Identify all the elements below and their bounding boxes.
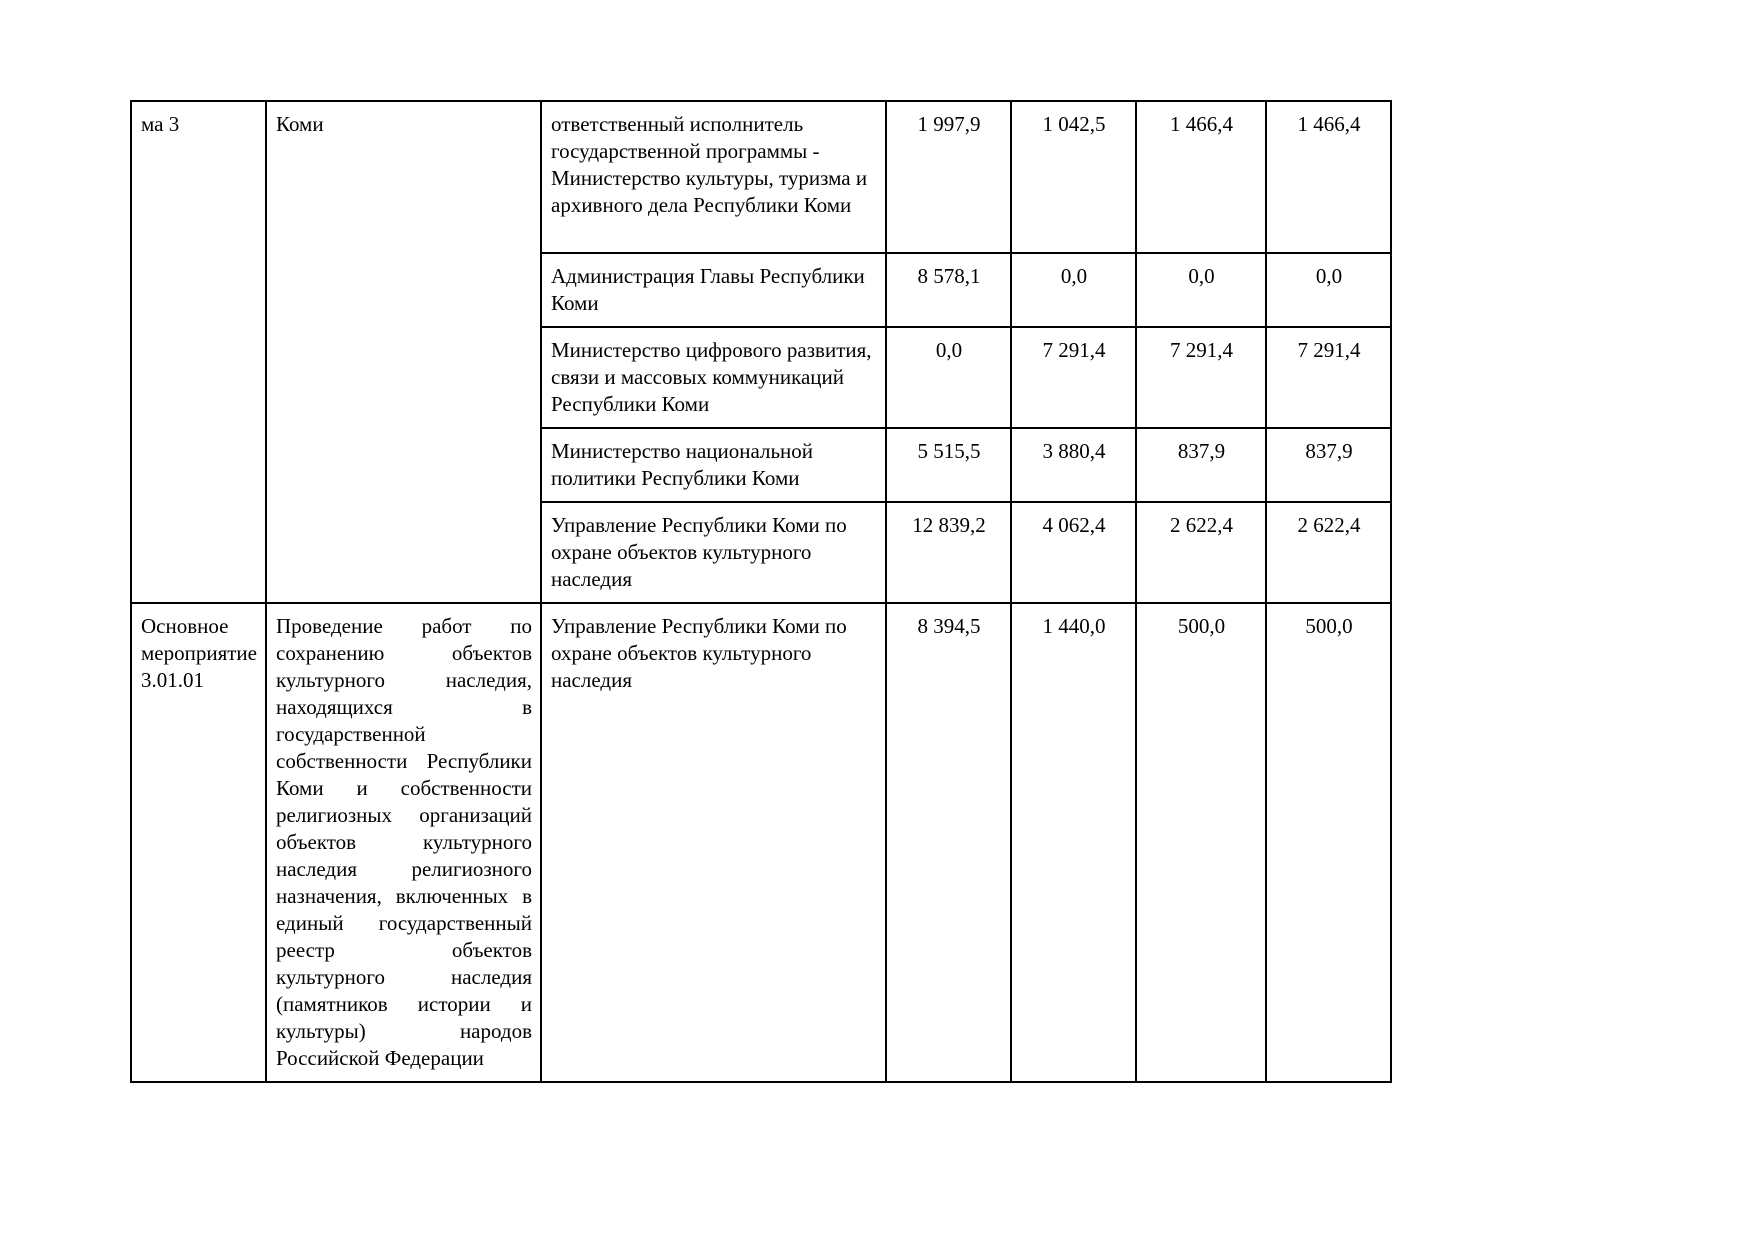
budget-value-cell: 837,9 [1136,428,1266,502]
budget-value-cell: 4 062,4 [1011,502,1136,603]
budget-value-cell: 2 622,4 [1136,502,1266,603]
budget-value-cell: 2 622,4 [1266,502,1391,603]
measure-number-cell: Основное мероприятие 3.01.01 [131,603,266,1082]
budget-value-cell: 1 440,0 [1011,603,1136,1082]
table-row [131,101,1391,253]
budget-value-cell: 0,0 [1136,253,1266,327]
executor-cell: Управление Республики Коми по охране объектов культурного наследия [541,502,886,603]
budget-table [130,100,1392,1083]
budget-value-cell: 0,0 [1011,253,1136,327]
budget-value-cell: 0,0 [1266,253,1391,327]
budget-value-cell: 0,0 [886,327,1011,428]
budget-value-cell: 1 997,9 [886,101,1011,253]
budget-value-cell: 8 578,1 [886,253,1011,327]
executor-cell: Управление Республики Коми по охране объектов культурного наследия [541,603,886,1082]
budget-value-cell: 12 839,2 [886,502,1011,603]
budget-value-cell: 1 042,5 [1011,101,1136,253]
table-row [131,603,1391,1082]
budget-value-cell: 5 515,5 [886,428,1011,502]
budget-value-cell: 500,0 [1266,603,1391,1082]
budget-value-cell: 7 291,4 [1266,327,1391,428]
budget-value-cell: 8 394,5 [886,603,1011,1082]
executor-cell: Администрация Главы Республики Коми [541,253,886,327]
program-name-cell: Коми [266,101,541,603]
budget-value-cell: 7 291,4 [1011,327,1136,428]
executor-cell: Министерство национальной политики Республики Коми [541,428,886,502]
measure-name-cell: Проведение работ по сохранению объектов культурного наследия, находящихся в государственной собственности Республики Коми и собственности религиозных организаций объектов культурного наследия религиозного назначения, включенных в единый государственный реестр объектов культурного наследия (памятников истории и культуры) народов Российской Федерации [266,603,541,1082]
executor-cell: ответственный исполнитель государственной программы - Министерство культуры, туризма и архивного дела Республики Коми [541,101,886,253]
program-number-cell: ма 3 [131,101,266,603]
budget-value-cell: 500,0 [1136,603,1266,1082]
budget-value-cell: 837,9 [1266,428,1391,502]
budget-value-cell: 1 466,4 [1266,101,1391,253]
budget-value-cell: 7 291,4 [1136,327,1266,428]
budget-value-cell: 1 466,4 [1136,101,1266,253]
budget-value-cell: 3 880,4 [1011,428,1136,502]
executor-cell: Министерство цифрового развития, связи и массовых коммуникаций Республики Коми [541,327,886,428]
